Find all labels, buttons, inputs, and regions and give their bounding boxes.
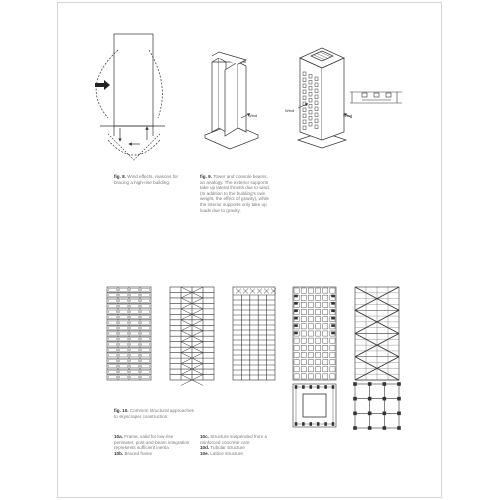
- fig9-label: fig. 9.: [200, 174, 212, 179]
- fig10b-item: 10b. Braced frame: [114, 450, 153, 456]
- fig8-drawing: [96, 34, 165, 160]
- fig10e-lattice-drawing: [354, 287, 401, 430]
- fig8-text: Wind effects, reasons for bracing a high-rise building.: [114, 174, 179, 185]
- fig9-tower-drawing: [298, 48, 346, 148]
- fig10-items-right: [200, 434, 280, 456]
- fig9-caption: [200, 174, 274, 213]
- wind-arrow-icon: [95, 80, 110, 90]
- fig9-text: Tower and console beams, an analogy. The exterior supports take up lateral thrusts due to wind. (In addition to the building's own weight, the effect of gravity), while the interior supports only take up loads due to gravity.: [200, 174, 270, 213]
- fig10d-item: 10d. Tubular structure: [200, 445, 245, 451]
- fig10a-frame-drawing: [107, 287, 151, 380]
- wind-label: Wind: [285, 108, 295, 113]
- fig10-text: Common structural approaches to skyscraper construction:: [114, 408, 194, 419]
- fig9-column-drawing: [205, 52, 258, 149]
- wind-label: Wind: [248, 113, 258, 118]
- fig10-label: fig. 10.: [114, 408, 129, 413]
- fig10-items-left: [114, 434, 194, 456]
- fig10b-braced-frame-drawing: [170, 287, 214, 385]
- fig9-console-drawing: [350, 92, 402, 103]
- fig10a-item: 10a. Frame, valid for low-rise perimeter, post-and-beam integration represents sufficient inertia: [114, 434, 190, 451]
- fig10c-suspended-drawing: [233, 287, 276, 380]
- fig8-caption: [114, 174, 186, 185]
- fig10d-tubular-drawing: [293, 287, 336, 427]
- fig10c-item: 10c. Structure suspended from a reinforced concrete core: [200, 434, 267, 445]
- wind-label: Wind: [343, 113, 353, 118]
- fig10e-item: 10e. Lattice structure: [200, 450, 243, 456]
- fig10-caption: [114, 408, 194, 419]
- fig8-label: fig. 8.: [114, 174, 126, 179]
